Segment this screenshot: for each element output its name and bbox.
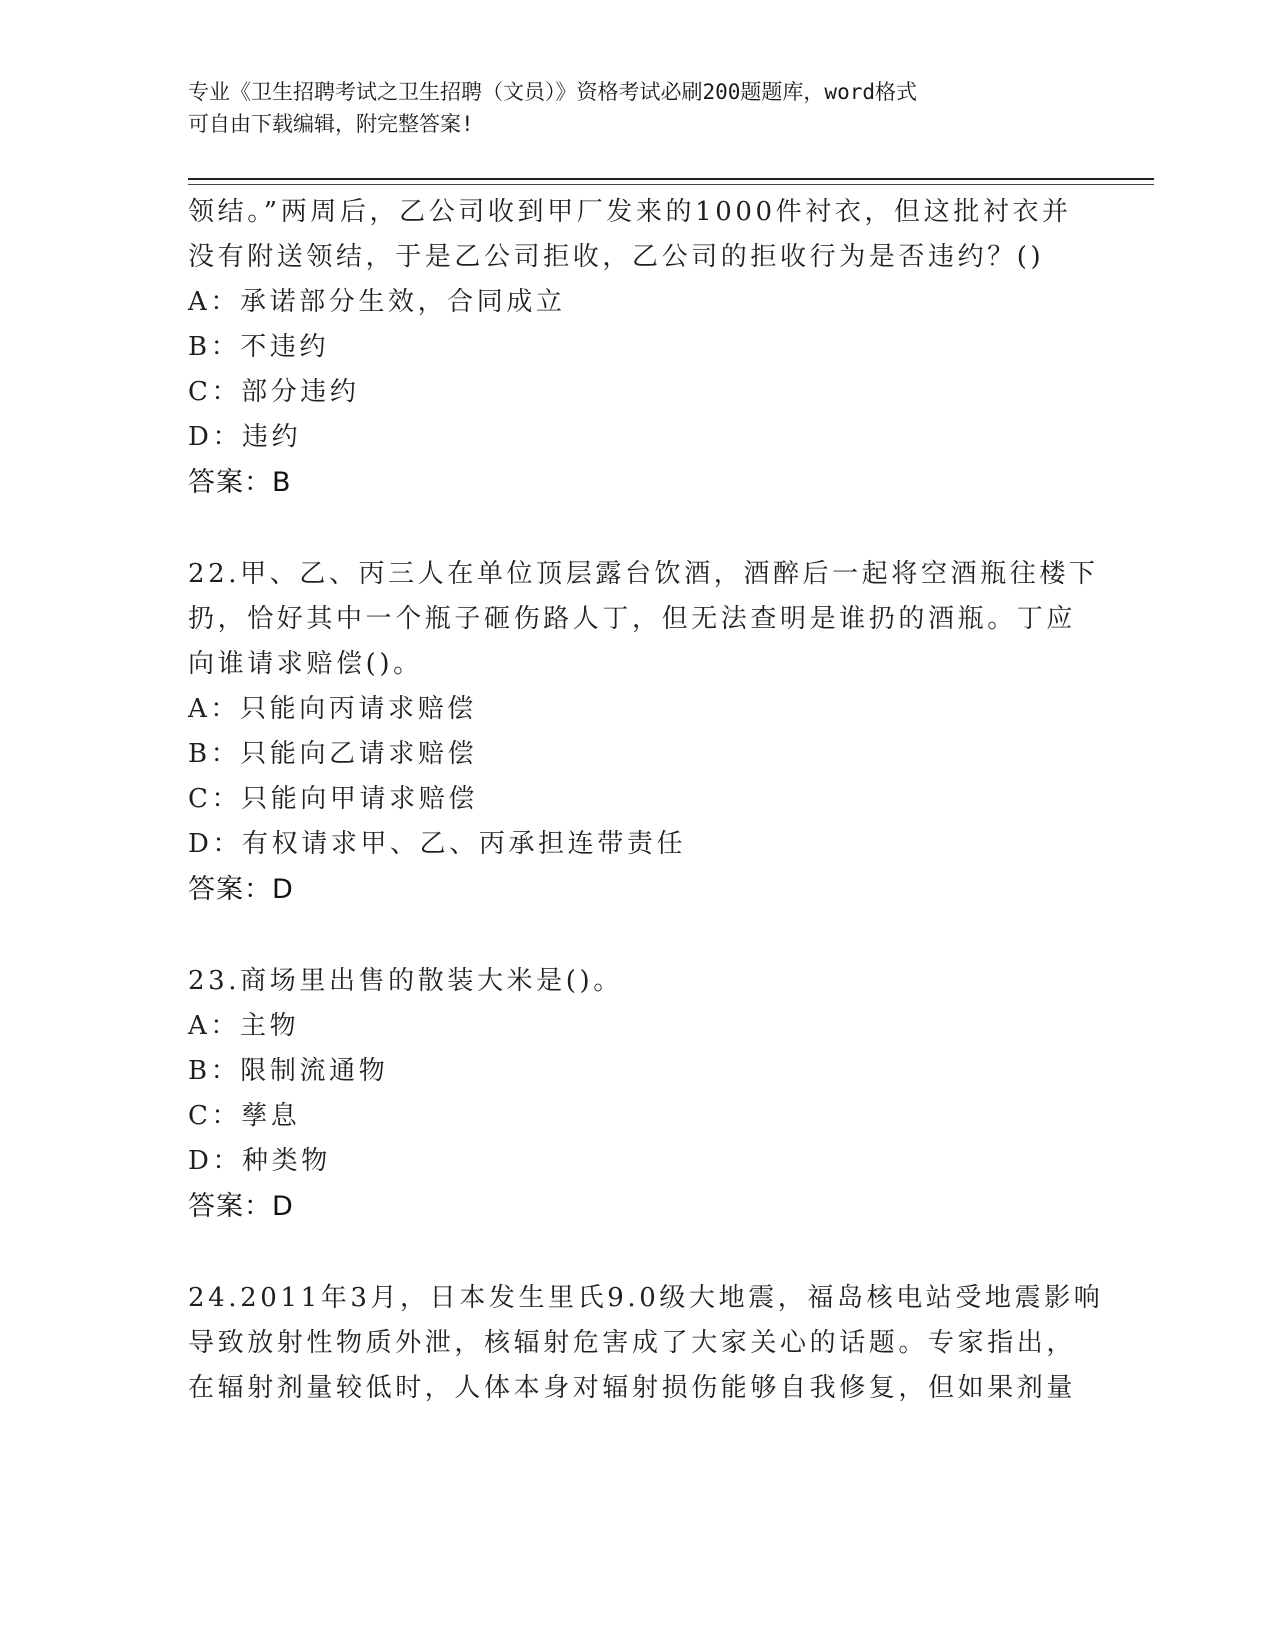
header-divider-thick <box>188 178 1154 180</box>
option-d: D：种类物 <box>188 1146 331 1176</box>
header-divider-thin <box>188 184 1154 185</box>
option-a: A：只能向丙请求赔偿 <box>188 694 477 724</box>
question-22 <box>188 552 1099 912</box>
option-a: A：承诺部分生效，合同成立 <box>188 287 566 317</box>
option-a: A：主物 <box>188 1011 300 1041</box>
question-23 <box>188 959 1088 1229</box>
header-title-line-2: 可自由下载编辑，附完整答案! <box>188 112 474 136</box>
answer-label: 答案：B <box>188 467 292 498</box>
option-d: D：有权请求甲、乙、丙承担连带责任 <box>188 829 687 859</box>
question-list <box>188 190 1104 1411</box>
option-b: B：只能向乙请求赔偿 <box>188 739 478 769</box>
question-text-line: 在辐射剂量较低时，人体本身对辐射损伤能够自我修复，但如果剂量 <box>188 1373 1077 1403</box>
question-text-line: 23.商场里出售的散装大米是()。 <box>188 966 623 996</box>
header-title-line-1: 专业《卫生招聘考试之卫生招聘（文员）》资格考试必刷200题题库，word格式 <box>188 80 917 104</box>
question-text-line: 扔，恰好其中一个瓶子砸伤路人丁，但无法查明是谁扔的酒瓶。丁应 <box>188 604 1077 634</box>
question-text-line: 22.甲、乙、丙三人在单位顶层露台饮酒，酒醉后一起将空酒瓶往楼下 <box>188 559 1099 589</box>
option-b: B：不违约 <box>188 332 330 362</box>
question-spacer <box>188 1229 1088 1276</box>
question-spacer <box>188 505 1088 552</box>
option-c: C：只能向甲请求赔偿 <box>188 784 478 814</box>
question-text-line: 领结。”两周后，乙公司收到甲厂发来的1000件衬衣，但这批衬衣并 <box>188 197 1072 227</box>
question-text-line: 24.2011年3月，日本发生里氏9.0级大地震，福岛核电站受地震影响 <box>188 1283 1104 1313</box>
option-c: C：部分违约 <box>188 377 360 407</box>
option-d: D：违约 <box>188 422 302 452</box>
option-b: B：限制流通物 <box>188 1056 389 1086</box>
question-text-line: 导致放射性物质外泄，核辐射危害成了大家关心的话题。专家指出， <box>188 1328 1077 1358</box>
option-c: C：孳息 <box>188 1101 301 1131</box>
question-21 <box>188 190 1088 505</box>
question-24 <box>188 1276 1104 1411</box>
question-text-line: 没有附送领结，于是乙公司拒收，乙公司的拒收行为是否违约？() <box>188 242 1045 272</box>
page-header <box>188 76 1088 140</box>
answer-label: 答案：D <box>188 874 294 905</box>
question-text-line: 向谁请求赔偿()。 <box>188 649 423 679</box>
answer-label: 答案：D <box>188 1191 294 1222</box>
question-spacer <box>188 912 1088 959</box>
